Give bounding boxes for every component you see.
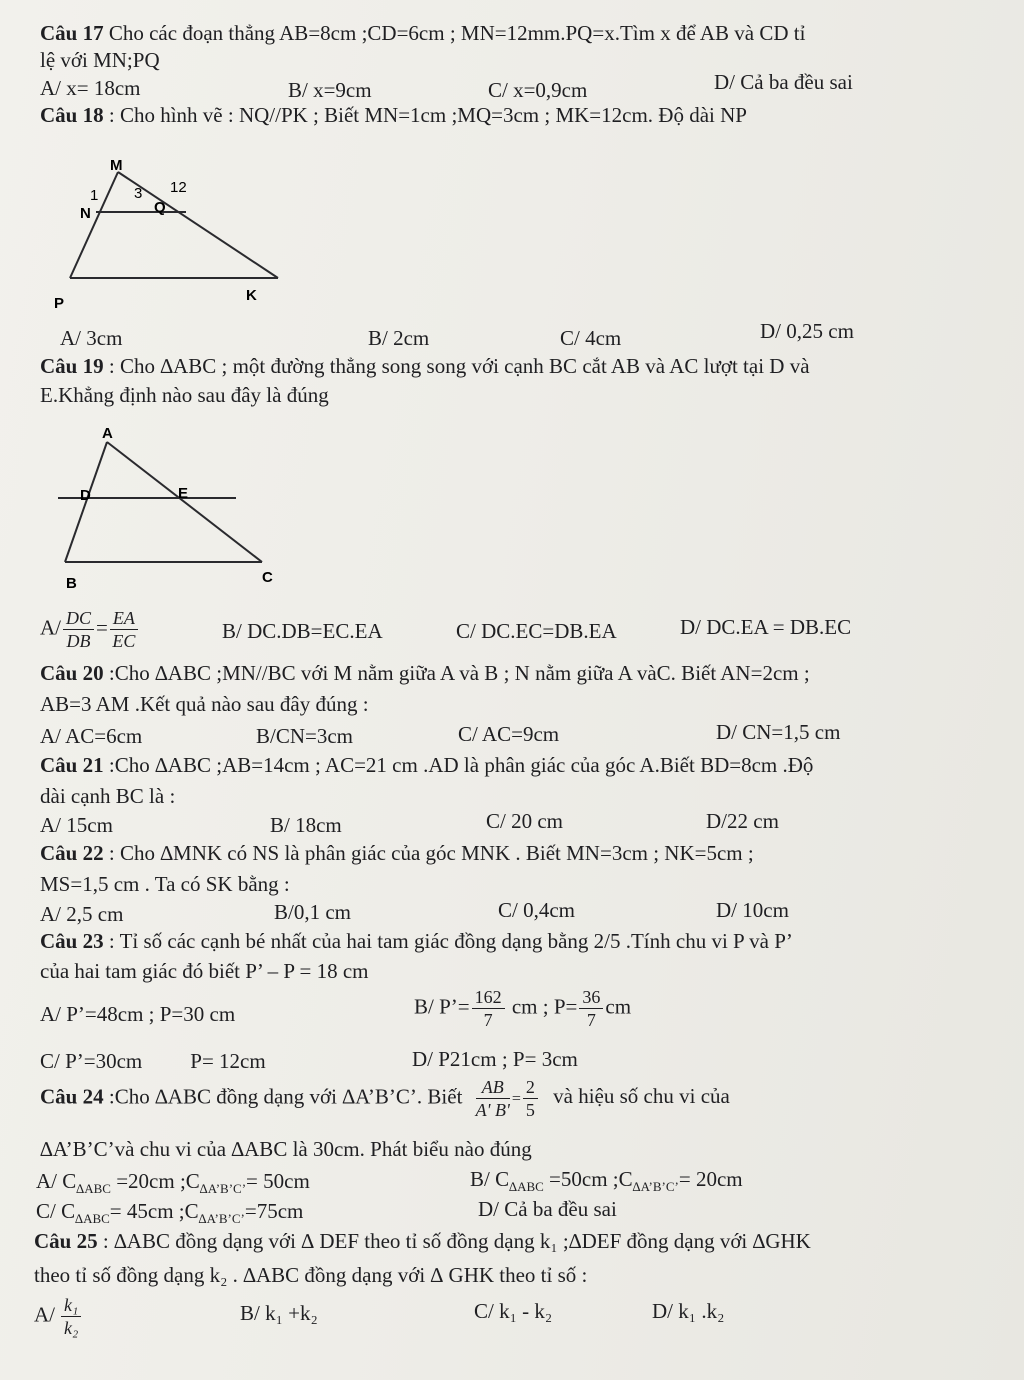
q25-label: Câu 25 [34,1229,98,1253]
q24-b2: =50cm ;C [543,1167,633,1191]
q20-text-2: AB=3 AM .Kết quả nào sau đây đúng : [40,692,369,716]
q24-b-sub2: ∆A’B’C’ [632,1179,679,1195]
q18-label-n: N [80,205,91,222]
q19-label-d: D [80,487,91,504]
q23-fraction-2 [579,986,603,1031]
q25-option-d[interactable]: D/ k₁ .k₂ [652,1299,725,1323]
q18-length-qk: 12 [170,179,187,196]
q21-label: Câu 21 [40,753,104,777]
q24-c2: = 45cm ;C [109,1199,199,1223]
q19-fraction-1 [63,607,94,652]
q25-frac-den: k₂ [64,1318,79,1338]
q24-a2: =20cm ;C [110,1169,200,1193]
q25-option-b[interactable]: B/ k₁ +k₂ [240,1301,318,1325]
q24-line1 [40,1076,730,1132]
q22-text-2: MS=1,5 cm . Ta có SK bằng : [40,872,290,896]
q18-label: Câu 18 [40,103,104,127]
q19-option-b[interactable]: B/ DC.DB=EC.EA [222,619,383,643]
q24-option-d[interactable]: D/ Cả ba đều sai [478,1197,617,1221]
q22-line1 [40,840,754,866]
q17-option-a[interactable]: A/ x= 18cm [40,76,141,100]
q23-frac1-den: 7 [483,1010,493,1030]
q18-option-c[interactable]: C/ 4cm [560,326,622,350]
q17-option-d[interactable]: D/ Cả ba đều sai [714,70,853,94]
q20-text: :Cho ∆ABC ;MN//BC với M nằm giữa A và B ; N nằm giữa A vàC. Biết AN=2cm ; [103,661,810,685]
q21-line1 [40,752,813,778]
q19-frac2-num: EA [110,607,138,630]
q24-frac1-num: AB [476,1076,510,1099]
q18-line1 [40,102,747,128]
q21-option-d[interactable]: D/22 cm [706,809,779,833]
q18-option-a[interactable]: A/ 3cm [60,326,123,350]
q19-frac1-num: DC [63,607,94,630]
q23-option-b-mid: cm ; P= [506,994,578,1019]
q23-line1 [40,928,793,954]
q23-option-c-part2: P= 12cm [190,1049,266,1073]
q18-label-q: Q [154,199,166,216]
q23-label: Câu 23 [40,929,104,953]
q18-label-p: P [54,295,65,312]
q17-text: Cho các đoạn thẳng AB=8cm ;CD=6cm ; MN=12mm.PQ=x.Tìm x để AB và CD tỉ [103,21,806,45]
q24-text: :Cho ∆ABC đồng dạng với ∆A’B’C’. Biết [103,1084,463,1109]
q17-option-b[interactable]: B/ x=9cm [288,78,372,102]
q20-option-a[interactable]: A/ AC=6cm [40,724,143,748]
q19-frac1-den: DB [66,631,91,651]
q18-text: : Cho hình vẽ : NQ//PK ; Biết MN=1cm ;MQ=3cm ; MK=12cm. Độ dài NP [103,103,747,127]
q22-text: : Cho ∆MNK có NS là phân giác của góc MNK . Biết MN=3cm ; NK=5cm ; [103,841,754,865]
q19-frac2-den: EC [112,631,136,651]
q23-frac1-num: 162 [472,986,505,1009]
q25-option-c[interactable]: C/ k₁ - k₂ [474,1299,553,1323]
q24-a3: = 50cm [246,1169,310,1193]
q18-option-d[interactable]: D/ 0,25 cm [760,319,854,343]
q18-length-mn: 1 [90,187,99,204]
q24-text-2: ∆A’B’C’và chu vi của ∆ABC là 30cm. Phát biểu nào đúng [40,1137,532,1161]
q24-b3: = 20cm [678,1167,743,1191]
q22-option-c[interactable]: C/ 0,4cm [498,898,575,922]
q17-label: Câu 17 [40,21,104,45]
q24-a-sub2: ∆A’B’C’ [199,1181,247,1197]
q19-option-a-prefix: A/ [40,615,61,640]
q21-option-c[interactable]: C/ 20 cm [486,809,563,833]
q24-b1: B/ C [470,1167,510,1191]
q19-label-b: B [66,575,77,592]
q25-line1 [34,1228,811,1254]
q18-figure [50,150,290,320]
q20-option-d[interactable]: D/ CN=1,5 cm [716,720,841,744]
q24-frac2-num: 2 [523,1076,538,1099]
q20-line1 [40,660,810,686]
q23-frac2-num: 36 [579,986,603,1009]
q22-option-a[interactable]: A/ 2,5 cm [40,902,124,926]
q24-label: Câu 24 [40,1084,104,1109]
q23-option-b-prefix: B/ P’= [414,994,470,1019]
q22-option-b[interactable]: B/0,1 cm [274,900,351,924]
q19-option-a[interactable] [40,607,140,659]
q19-text: : Cho ∆ABC ; một đường thẳng song song với cạnh BC cắt AB và AC lượt tại D và [103,354,810,378]
q23-option-b[interactable] [414,986,631,1040]
q22-option-d[interactable]: D/ 10cm [716,898,789,922]
q20-option-b[interactable]: B/CN=3cm [256,724,354,748]
q24-text-b: và hiệu số chu vi của [553,1084,730,1109]
q23-text-2: của hai tam giác đó biết P’ – P = 18 cm [40,959,369,983]
q23-option-c-part1: C/ P’=30cm [40,1049,143,1073]
q18-label-m: M [110,157,123,174]
q17-line1 [40,20,805,46]
q23-option-a[interactable]: A/ P’=48cm ; P=30 cm [40,1002,236,1026]
q22-label: Câu 22 [40,841,104,865]
q25-option-a[interactable] [34,1294,83,1350]
q17-option-c[interactable]: C/ x=0,9cm [488,78,588,102]
q19-figure [50,420,290,595]
q25-text: : ∆ABC đồng dạng với ∆ DEF theo tỉ số đồng dạng k₁ ;∆DEF đồng dạng với ∆GHK [97,1229,811,1253]
q18-label-k: K [246,287,257,304]
q23-fraction-1 [472,986,505,1031]
q21-option-a[interactable]: A/ 15cm [40,813,113,837]
q24-c1: C/ C [36,1199,76,1223]
q21-text-2: dài cạnh BC là : [40,784,176,808]
q24-c3: =75cm [244,1199,304,1223]
q24-c-sub2: ∆A’B’C’ [198,1211,245,1227]
q19-line1 [40,353,810,379]
q23-option-b-unit: cm [605,994,632,1019]
q19-label-c: C [262,569,273,586]
q24-fraction-1 [476,1076,510,1121]
q19-option-d[interactable]: D/ DC.EA = DB.EC [680,615,852,639]
q24-a1: A/ C [36,1169,77,1193]
q24-frac1-den: A' B' [475,1100,510,1120]
q24-frac2-den: 5 [525,1100,535,1120]
q18-length-mq: 3 [134,185,143,202]
q24-fraction-2 [523,1076,538,1121]
q23-option-d[interactable]: D/ P21cm ; P= 3cm [412,1047,578,1071]
q19-label: Câu 19 [40,354,104,378]
q19-text-2: E.Khẳng định nào sau đây là đúng [40,383,329,407]
q19-side-ac [107,442,262,562]
q23-frac2-den: 7 [586,1010,596,1030]
q17-text-2: lệ với MN;PQ [40,48,160,72]
q20-label: Câu 20 [40,661,104,685]
q24-b-sub1: ∆ABC [509,1179,544,1195]
q25-option-a-prefix: A/ [34,1302,55,1327]
q25-text-2: theo tỉ số đồng dạng k₂ . ∆ABC đồng dạng với ∆ GHK theo tỉ số : [34,1263,588,1287]
q20-option-c[interactable]: C/ AC=9cm [458,722,560,746]
q18-option-b[interactable]: B/ 2cm [368,326,430,350]
q23-text: : Tỉ số các cạnh bé nhất của hai tam giác đồng dạng bằng 2/5 .Tính chu vi P và P’ [103,929,793,953]
q24-equals: = [511,1090,521,1108]
q25-fraction [61,1294,81,1339]
q19-fraction-2 [110,607,138,652]
q19-equals: = [96,615,108,640]
q24-a-sub1: ∆ABC [76,1181,111,1197]
q21-option-b[interactable]: B/ 18cm [270,813,342,837]
q19-label-e: E [178,485,189,502]
q25-frac-num: k₁ [61,1294,81,1317]
q23-option-c[interactable] [40,1048,266,1074]
q19-label-a: A [102,425,113,442]
q24-c-sub1: ∆ABC [75,1211,110,1227]
q21-text: :Cho ∆ABC ;AB=14cm ; AC=21 cm .AD là phân giác của góc A.Biết BD=8cm .Độ [103,753,814,777]
q19-option-c[interactable]: C/ DC.EC=DB.EA [456,619,617,643]
